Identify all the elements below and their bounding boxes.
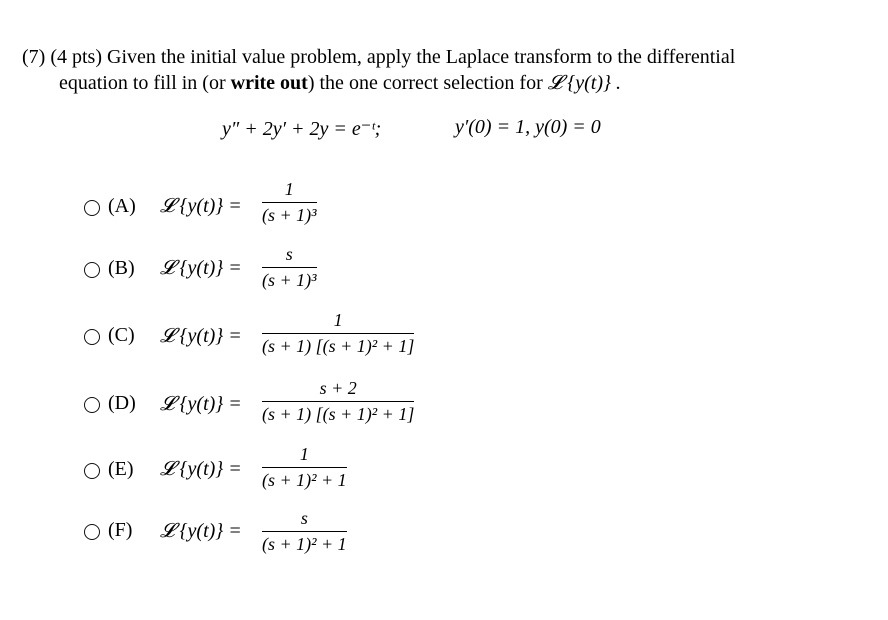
numerator: s + 2 — [262, 378, 414, 402]
option-letter: (C) — [108, 324, 135, 346]
problem-statement — [22, 44, 872, 96]
option-a[interactable] — [80, 176, 860, 236]
numerator: s — [262, 508, 347, 532]
numerator: s — [262, 244, 317, 268]
laplace-lhs: 𝓛 {y(t)} = — [160, 257, 242, 279]
radio-b[interactable] — [84, 262, 100, 278]
laplace-lhs: 𝓛 {y(t)} = — [160, 393, 242, 415]
option-letter: (A) — [108, 195, 136, 217]
laplace-lhs: 𝓛 {y(t)} = — [160, 195, 242, 217]
option-letter: (F) — [108, 519, 133, 541]
denominator: (s + 1) [(s + 1)² + 1] — [262, 336, 415, 356]
option-b[interactable] — [80, 242, 860, 302]
denominator: (s + 1)² + 1 — [262, 470, 347, 490]
initial-conditions: y′(0) = 1, y(0) = 0 — [455, 116, 601, 138]
fraction — [262, 378, 414, 425]
problem-number: (7) — [22, 46, 46, 68]
laplace-lhs: 𝓛 {y(t)} = — [160, 520, 242, 542]
fraction — [262, 310, 414, 357]
laplace-lhs: 𝓛 {y(t)} = — [160, 458, 242, 480]
ode-equation: y″ + 2y′ + 2y = e⁻ᵗ; — [222, 118, 382, 140]
radio-c[interactable] — [84, 329, 100, 345]
numerator: 1 — [262, 179, 317, 203]
problem-text-2-bold: write out — [230, 72, 308, 94]
option-e[interactable] — [80, 444, 860, 504]
radio-e[interactable] — [84, 463, 100, 479]
option-d[interactable] — [80, 378, 860, 438]
option-f[interactable] — [80, 508, 860, 568]
problem-points: (4 pts) — [50, 46, 102, 68]
fraction — [262, 508, 347, 555]
numerator: 1 — [262, 310, 414, 334]
radio-d[interactable] — [84, 397, 100, 413]
problem-text-2-post: ) the one correct selection for — [307, 72, 543, 94]
laplace-lhs: 𝓛 {y(t)} = — [160, 325, 242, 347]
denominator: (s + 1)³ — [262, 270, 317, 290]
option-c[interactable] — [80, 310, 860, 370]
denominator: (s + 1)³ — [262, 205, 317, 225]
option-letter: (D) — [108, 392, 136, 414]
option-letter: (B) — [108, 257, 135, 279]
problem-text-1: Given the initial value problem, apply the Laplace transform to the differential — [107, 46, 736, 68]
option-letter: (E) — [108, 458, 134, 480]
radio-a[interactable] — [84, 200, 100, 216]
fraction — [262, 244, 317, 291]
numerator: 1 — [262, 444, 347, 468]
problem-line-2 — [22, 70, 872, 96]
radio-f[interactable] — [84, 524, 100, 540]
fraction — [262, 444, 347, 491]
fraction — [262, 179, 317, 226]
problem-text-2-pre: equation to fill in (or — [59, 72, 226, 94]
problem-line-1 — [22, 44, 872, 70]
denominator: (s + 1)² + 1 — [262, 534, 347, 554]
denominator: (s + 1) [(s + 1)² + 1] — [262, 404, 415, 424]
problem-target: 𝓛 {y(t)} . — [547, 72, 622, 94]
